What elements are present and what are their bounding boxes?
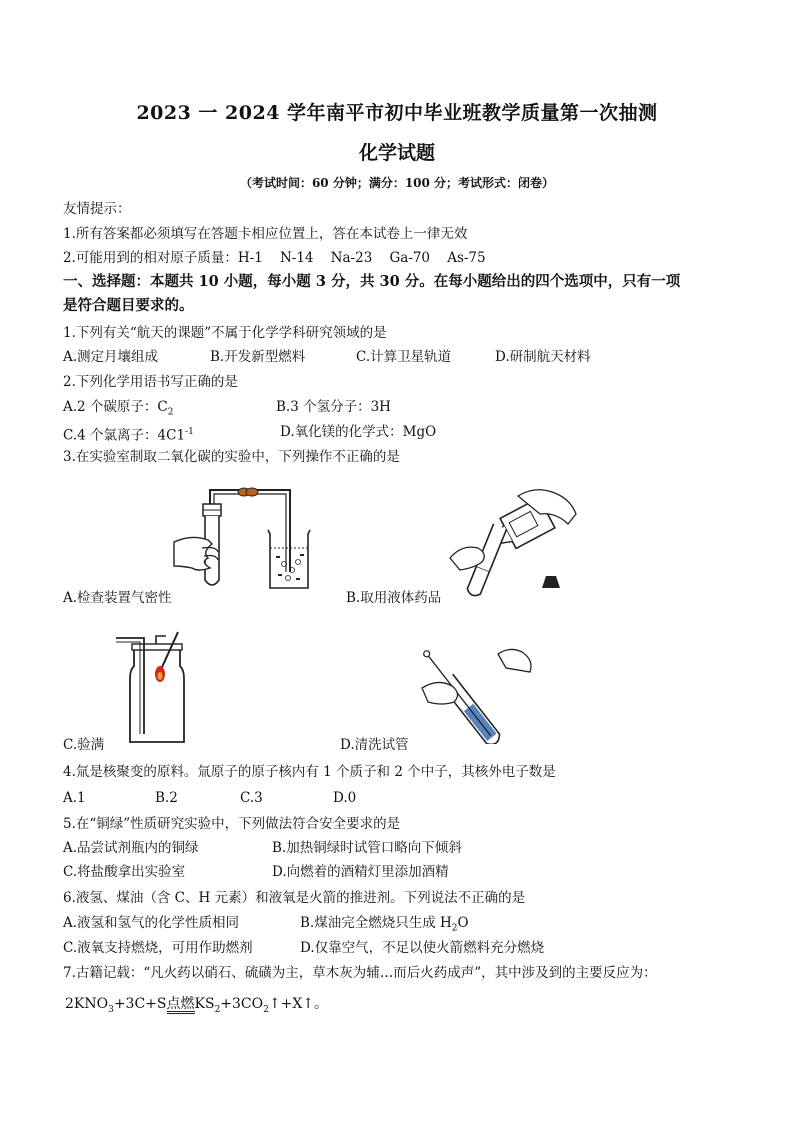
eq-part-3: KS <box>194 996 215 1012</box>
q5-option-d: D.向燃着的酒精灯里添加酒精 <box>272 864 449 880</box>
q5-option-c: C.将盐酸拿出实验室 <box>63 864 186 880</box>
eq-sub-1: 3 <box>108 1004 114 1015</box>
eq-part-2: +3C+S <box>113 996 167 1012</box>
q4-option-b: B.2 <box>155 790 178 806</box>
q1-option-a: A.测定月壤组成 <box>63 349 159 365</box>
q2-option-d: D.氧化镁的化学式：MgO <box>280 424 437 440</box>
q7-stem: 7.古籍记载：“凡火药以硝石、硫磺为主，草木灰为辅…而后火药成声”，其中涉及到的主要反应为： <box>63 965 657 981</box>
eq-part-5: ↑+X↑。 <box>268 996 329 1012</box>
q6-option-d: D.仅靠空气，不足以使火箭燃料充分燃烧 <box>300 940 545 956</box>
q6-option-c: C.液氧支持燃烧，可用作助燃剂 <box>63 940 253 956</box>
tip-1: 1.所有答案都必须填写在答题卡相应位置上，答在本试卷上一律无效 <box>63 226 468 242</box>
page-subtitle: 化学试题 <box>358 142 435 164</box>
q3-stem: 3.在实验室制取二氧化碳的实验中，下列操作不正确的是 <box>63 449 400 465</box>
q4-stem: 4.氚是核聚变的原料。氚原子的原子核内有 1 个质子和 2 个中子，其核外电子数是 <box>63 764 556 780</box>
q3-option-d: D.清洗试管 <box>340 737 409 753</box>
eq-part-1: 2KNO <box>65 996 109 1012</box>
q2-option-b: B.3 个氢分子：3H <box>276 399 391 415</box>
q7-equation <box>65 994 328 1020</box>
figure-d-cleaning-tube <box>418 640 538 744</box>
exam-meta: （考试时间：60 分钟；满分：100 分；考试形式：闭卷） <box>239 176 555 190</box>
eq-part-4: +3CO <box>220 996 264 1012</box>
figure-b-pouring-liquid <box>448 484 578 604</box>
q3-option-b: B.取用液体药品 <box>346 590 442 606</box>
q6-option-a: A.液氢和氢气的化学性质相同 <box>63 915 240 931</box>
eq-sub-3: 2 <box>263 1004 269 1015</box>
tips-label: 友情提示： <box>63 201 131 217</box>
figure-a-airtightness <box>172 482 322 594</box>
q5-stem: 5.在“铜绿”性质研究实验中，下列做法符合安全要求的是 <box>63 816 401 832</box>
q1-option-c: C.计算卫星轨道 <box>356 349 452 365</box>
section-heading: 一、选择题：本题共 10 小题，每小题 3 分，共 30 分。在每小题给出的四个选项中，只有一项 <box>63 273 681 290</box>
q1-stem: 1.下列有关“航天的课题”不属于化学学科研究领域的是 <box>63 325 387 341</box>
q6-option-b-tail: O <box>457 915 469 931</box>
q2-option-c <box>63 422 194 446</box>
q2-option-a <box>63 397 174 423</box>
q3-option-a: A.检查装置气密性 <box>63 590 172 606</box>
q2-option-c-sup: -1 <box>185 427 194 437</box>
page-title: 2023 一 2024 学年南平市初中毕业班教学质量第一次抽测 <box>136 102 658 124</box>
q6-option-b <box>300 913 469 939</box>
q5-option-b: B.加热铜绿时试管口略向下倾斜 <box>272 840 462 856</box>
q5-option-a: A.品尝试剂瓶内的铜绿 <box>63 840 199 856</box>
tip-2: 2.可能用到的相对原子质量：H-1 N-14 Na-23 Ga-70 As-75 <box>63 250 486 266</box>
q4-option-c: C.3 <box>240 790 263 806</box>
q2-option-a-text: A.2 个碳原子：C <box>63 399 168 415</box>
eq-condition: 点燃 <box>166 996 195 1012</box>
q2-stem: 2.下列化学用语书写正确的是 <box>63 374 238 390</box>
eq-sub-2: 2 <box>214 1004 221 1015</box>
q6-stem: 6.液氢、煤油（含 C、H 元素）和液氧是火箭的推进剂。下列说法不正确的是 <box>63 890 526 906</box>
q4-option-a: A.1 <box>63 790 86 806</box>
figure-c-verify-full <box>112 630 192 746</box>
q2-option-a-sub: 2 <box>167 407 174 418</box>
q1-option-b: B.开发新型燃料 <box>210 349 306 365</box>
q4-option-d: D.0 <box>333 790 357 806</box>
q1-option-d: D.研制航天材料 <box>495 349 591 365</box>
q6-option-b-sub: 2 <box>451 923 458 934</box>
q3-option-c: C.验满 <box>63 737 105 753</box>
section-heading-cont: 是符合题目要求的。 <box>63 297 194 314</box>
q6-option-b-text: B.煤油完全燃烧只生成 H <box>300 915 452 931</box>
q2-option-c-text: C.4 个氯离子：4C1 <box>63 427 186 444</box>
